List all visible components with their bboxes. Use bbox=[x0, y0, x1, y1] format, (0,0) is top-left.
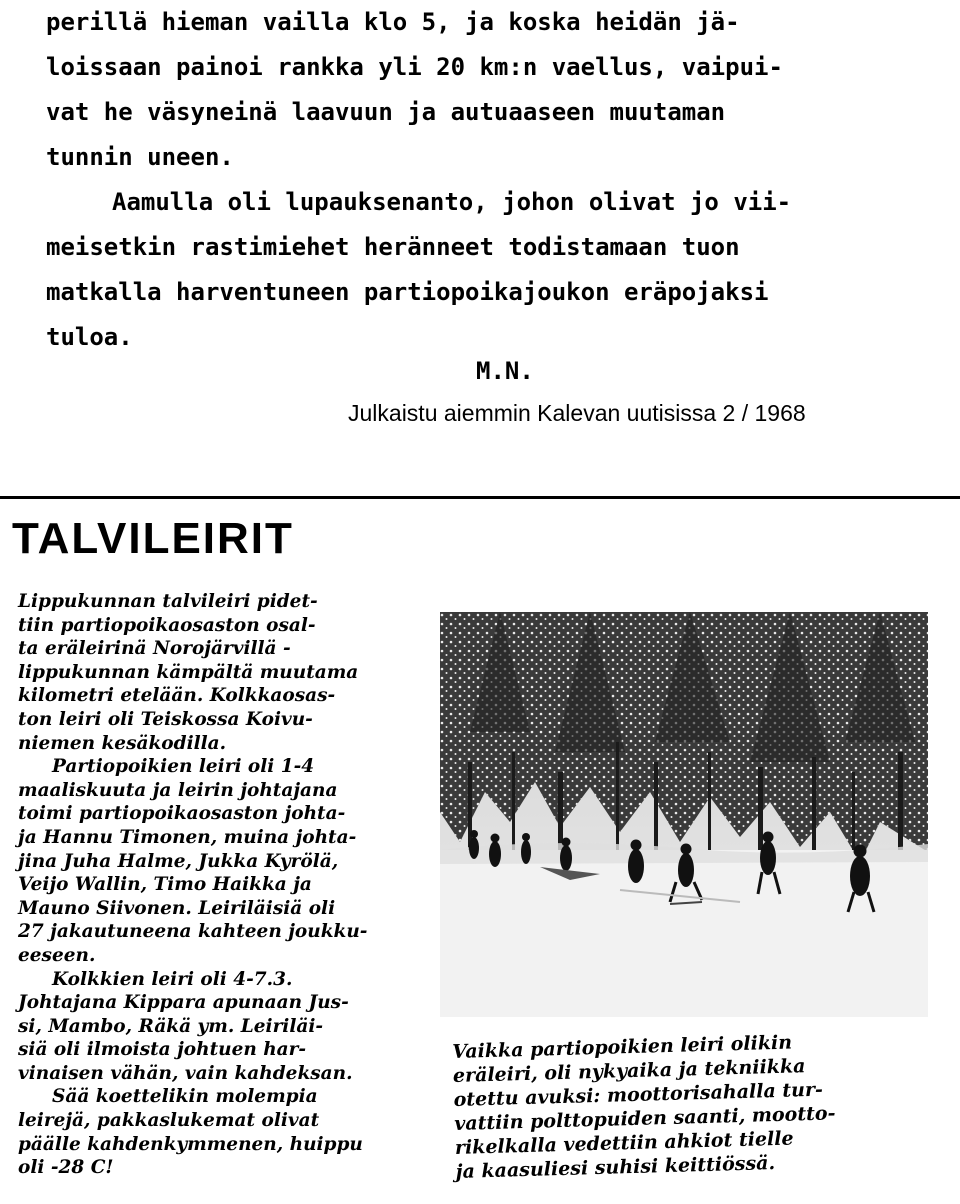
text-line: tunnin uneen. bbox=[46, 143, 234, 171]
author-signature: M.N. bbox=[476, 357, 534, 385]
text-line: leirejä, pakkaslukemat olivat bbox=[18, 1110, 320, 1132]
paragraph bbox=[18, 590, 438, 755]
text-line: ta eräleirinä Norojärvillä - bbox=[18, 638, 291, 660]
text-line: Partiopoikien leiri oli 1-4 bbox=[52, 756, 315, 778]
text-line: Veijo Wallin, Timo Haikka ja bbox=[18, 874, 312, 896]
text-line: Vaikka partiopoikien leiri olikin bbox=[452, 1031, 793, 1063]
text-line: vinaisen vähän, vain kahdeksan. bbox=[18, 1062, 353, 1084]
left-column-text bbox=[18, 590, 438, 1180]
source-note: Julkaistu aiemmin Kalevan uutisissa 2 / 1968 bbox=[348, 400, 806, 426]
intro-text bbox=[46, 0, 906, 360]
paragraph bbox=[18, 968, 438, 1086]
text-line: tuloa. bbox=[46, 323, 133, 351]
text-line: ja kaasuliesi suhisi keittiössä. bbox=[455, 1152, 776, 1183]
text-line: siä oli ilmoista johtuen har- bbox=[18, 1039, 307, 1061]
text-line: Mauno Siivonen. Leiriläisiä oli bbox=[18, 897, 336, 919]
paragraph bbox=[18, 1085, 438, 1179]
text-line: vattiin polttopuiden saanti, mootto- bbox=[454, 1102, 836, 1135]
text-line: Aamulla oli lupauksenanto, johon olivat jo vii- bbox=[112, 188, 792, 216]
text-line: jina Juha Halme, Jukka Kyrölä, bbox=[18, 850, 339, 872]
text-line: rikelkalla vedettiin ahkiot tielle bbox=[454, 1127, 794, 1159]
text-line: Lippukunnan talvileiri pidet- bbox=[18, 591, 318, 612]
intro-paragraph-2 bbox=[46, 180, 906, 360]
text-line: vat he väsyneinä laavuun ja autuaaseen muutaman bbox=[46, 98, 726, 126]
text-line: 27 jakautuneena kahteen joukku- bbox=[18, 921, 368, 943]
text-line: otettu avuksi: moottorisahalla tur- bbox=[453, 1078, 824, 1111]
text-line: ton leiri oli Teiskossa Koivu- bbox=[18, 708, 313, 730]
text-line: päälle kahdenkymmenen, huippu bbox=[18, 1133, 363, 1155]
text-line: eeseen. bbox=[18, 944, 96, 966]
snowy-forest-photo bbox=[440, 612, 928, 1017]
text-line: kilometri etelään. Kolkkaosas- bbox=[18, 685, 336, 707]
text-line: perillä hieman vailla klo 5, ja koska heidän jä- bbox=[46, 8, 740, 36]
section-heading: TALVILEIRIT bbox=[12, 514, 294, 563]
intro-paragraph-1 bbox=[46, 0, 906, 180]
text-line: toimi partiopoikaosaston johta- bbox=[18, 803, 346, 825]
text-line: loissaan painoi rankka yli 20 km:n vaellus, vaipui- bbox=[46, 53, 783, 81]
text-line: si, Mambo, Räkä ym. Leiriläi- bbox=[18, 1015, 324, 1037]
paragraph bbox=[452, 1026, 956, 1184]
text-line: tiin partiopoikaosaston osal- bbox=[18, 614, 316, 636]
text-line: Sää koettelikin molempia bbox=[52, 1086, 318, 1108]
text-line: matkalla harventuneen partiopoikajoukon eräpojaksi bbox=[46, 278, 769, 306]
text-line: lippukunnan kämpältä muutama bbox=[18, 661, 359, 683]
text-line: Johtajana Kippara apunaan Jus- bbox=[18, 992, 349, 1014]
paragraph bbox=[18, 755, 438, 967]
text-line: oli -28 C! bbox=[18, 1157, 114, 1179]
section-divider bbox=[0, 496, 960, 499]
text-line: maaliskuuta ja leirin johtajana bbox=[18, 779, 338, 801]
text-line: niemen kesäkodilla. bbox=[18, 732, 227, 754]
right-column-text bbox=[452, 1026, 956, 1184]
text-line: meisetkin rastimiehet heränneet todistamaan tuon bbox=[46, 233, 740, 261]
text-line: ja Hannu Timonen, muina johta- bbox=[18, 826, 357, 848]
text-line: eräleiri, oli nykyaika ja tekniikka bbox=[452, 1055, 806, 1087]
text-line: Kolkkien leiri oli 4-7.3. bbox=[52, 968, 293, 990]
